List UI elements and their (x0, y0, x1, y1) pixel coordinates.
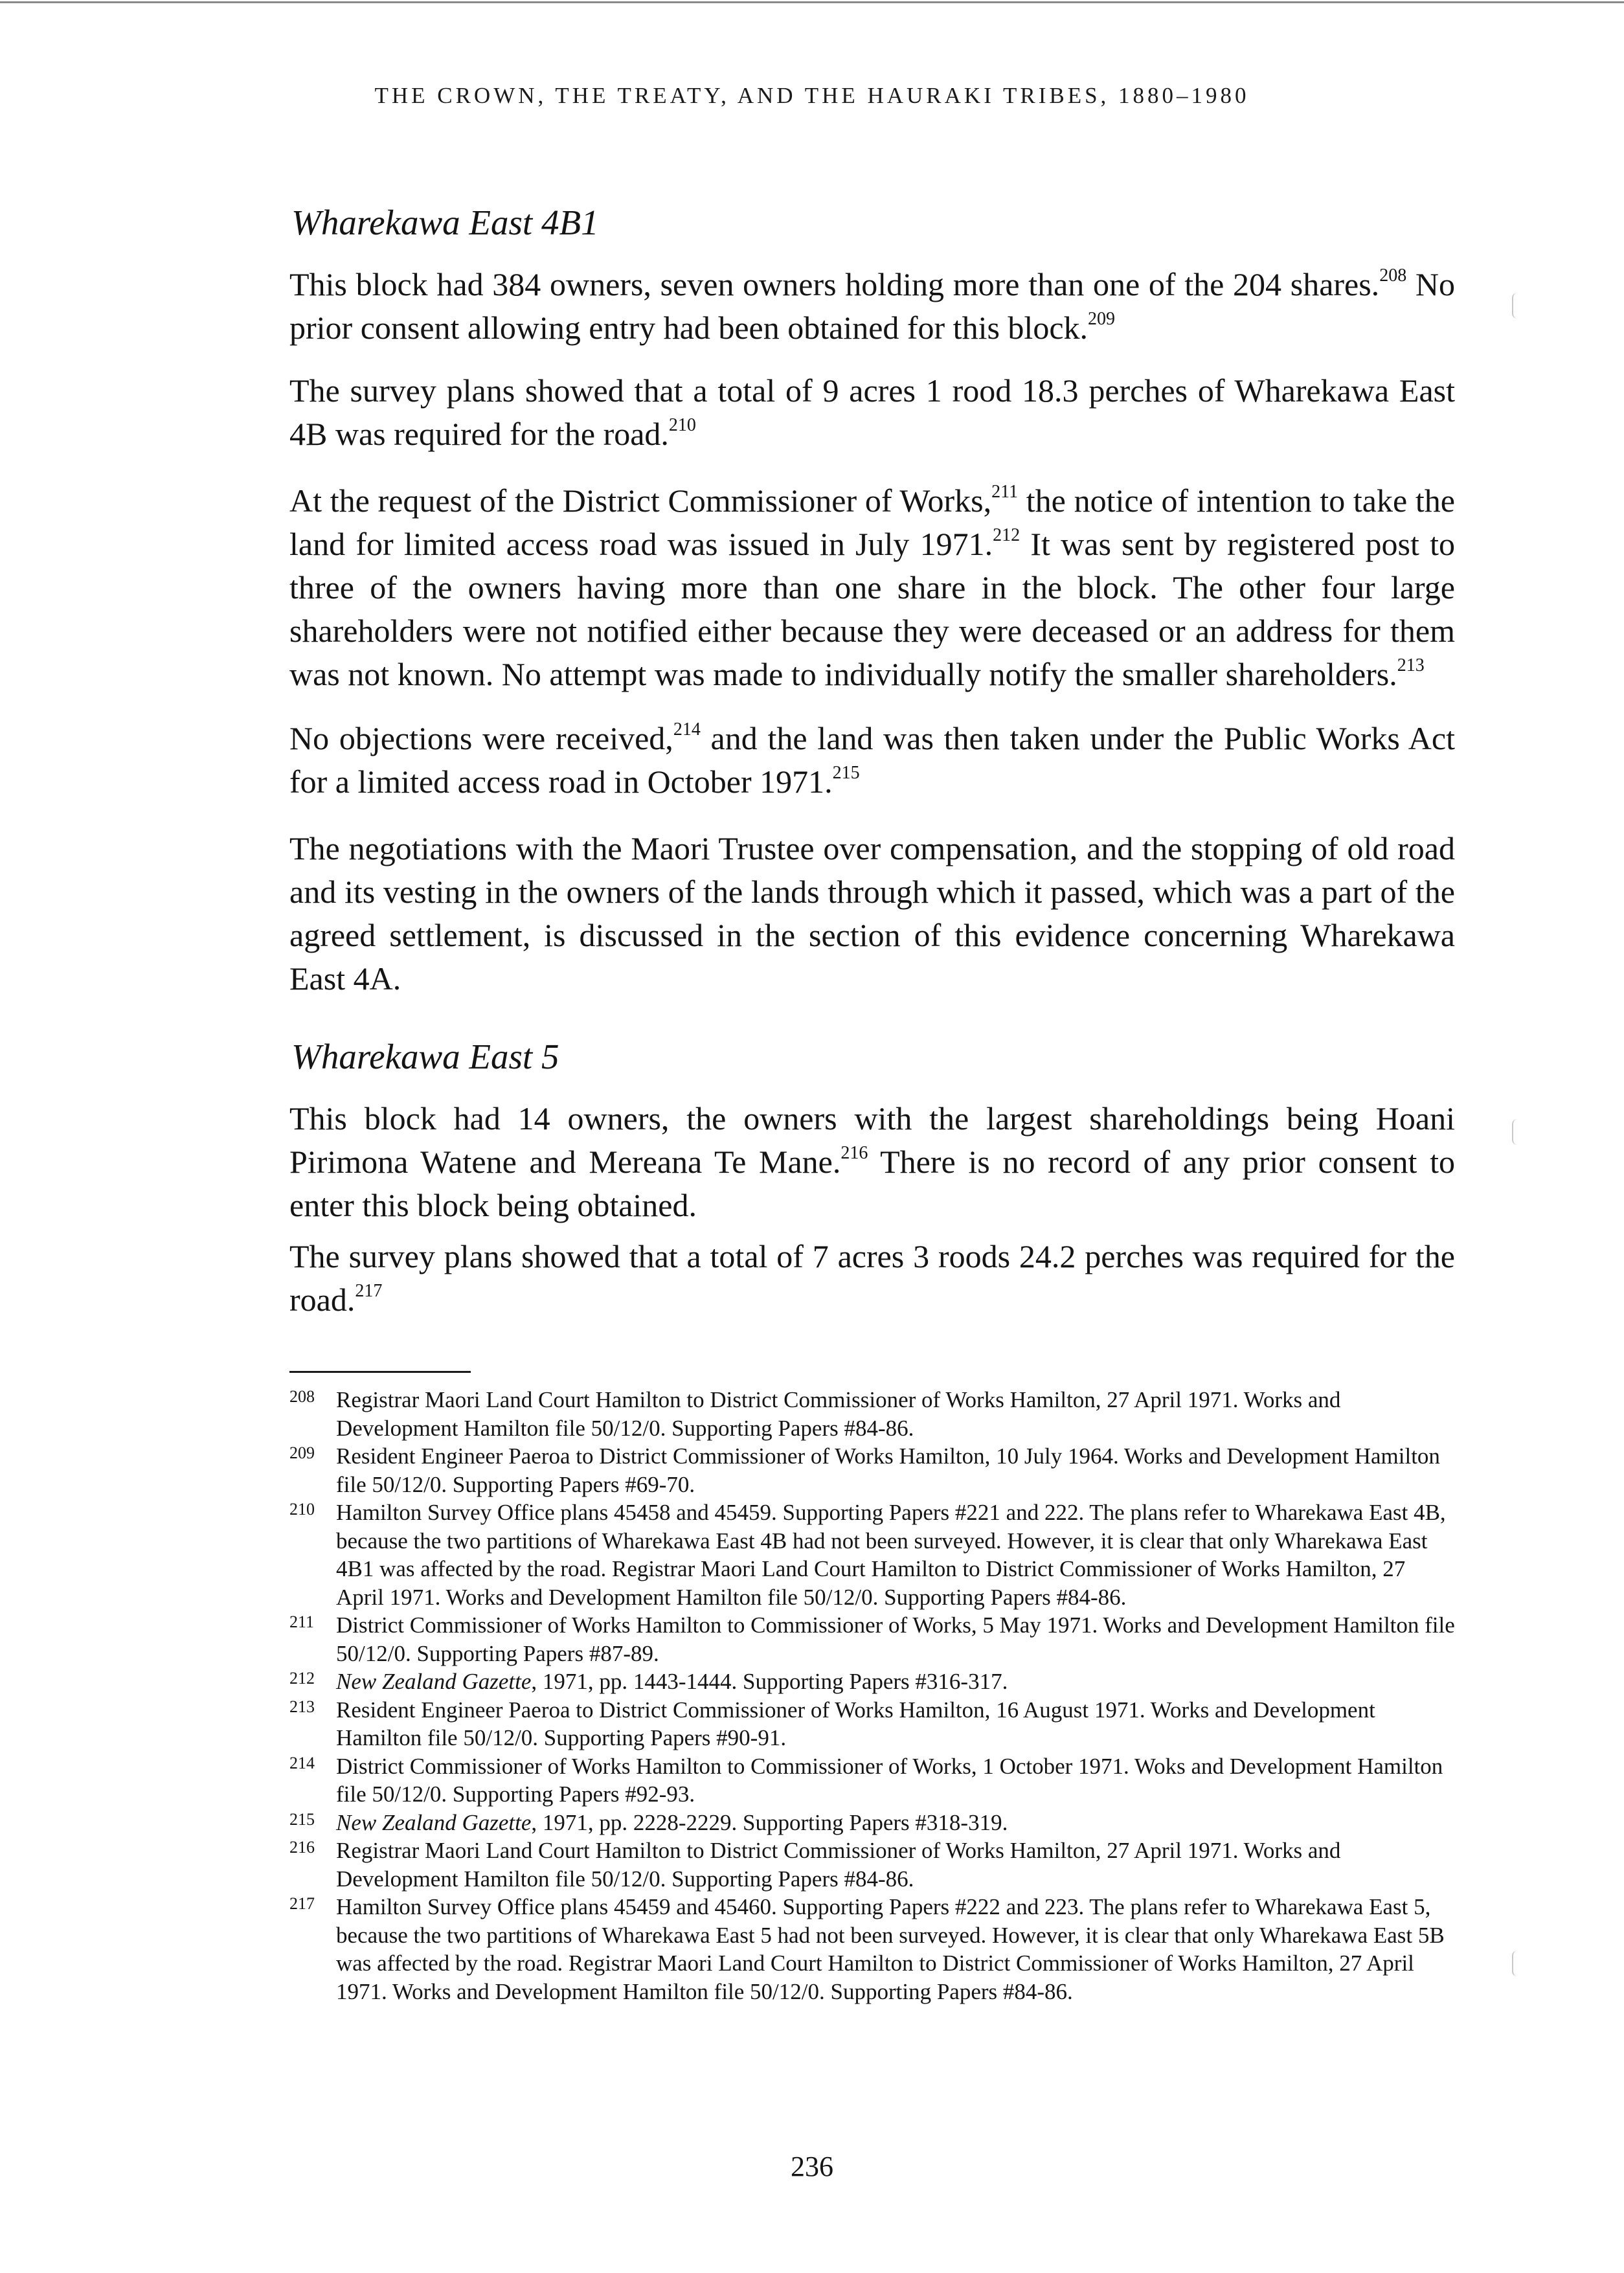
footnote-item (289, 1809, 1455, 1837)
footnote-text: District Commissioner of Works Hamilton to Commissioner of Works, 1 October 1971. Woks and Development Hamilton file 50/12/0. Supporting Papers #92-93. (336, 1753, 1443, 1807)
text-run: The survey plans showed that a total of 9 acres 1 rood 18.3 perches of Wharekawa East 4B was required for the road. (289, 372, 1455, 452)
footnote-number: 212 (289, 1669, 315, 1688)
footnote-ref: 209 (1088, 309, 1116, 329)
footnote-item (289, 1837, 1455, 1893)
text-run: This block had 384 owners, seven owners holding more than one of the 204 shares. (289, 266, 1380, 302)
footnote-item (289, 1752, 1455, 1809)
footnote-separator (289, 1371, 471, 1373)
footnote-text: Hamilton Survey Office plans 45458 and 45459. Supporting Papers #221 and 222. The plans refer to Wharekawa East 4B, because the two partitions of Wharekawa East 4B had not been surveyed. However, it is clear that only Wharekawa East 4B1 was affected by the road. Registrar Maori Land Court Hamilton to District Commissioner of Works Hamilton, 27 April 1971. Works and Development Hamilton file 50/12/0. Supporting Papers #84-86. (336, 1500, 1446, 1610)
paragraph-5-survey (289, 1235, 1455, 1322)
text-run: , 1971, pp. 1443-1444. Supporting Papers #316-317. (531, 1669, 1008, 1694)
text-run: the notice of intention to take the land for limited access road was issued in July 1971. (289, 482, 1455, 562)
section-heading-4b1: Wharekawa East 4B1 (291, 203, 599, 242)
footnote-text (336, 1668, 1455, 1696)
footnote-item (289, 1696, 1455, 1752)
text-run: This block had 14 owners, the owners with the largest shareholdings being Hoani Pirimona Watene and Mereana Te Mane. (289, 1100, 1455, 1180)
paragraph-4b1-notice (289, 479, 1455, 696)
footnotes (289, 1386, 1455, 2006)
running-head: THE CROWN, THE TREATY, AND THE HAURAKI TRIBES, 1880–1980 (374, 83, 1250, 108)
page-number: 236 (791, 2151, 833, 2182)
scan-margin-mark (1512, 293, 1517, 319)
footnote-number: 208 (289, 1387, 315, 1406)
footnote-italic-title: New Zealand Gazette (336, 1669, 532, 1694)
text-run: The survey plans showed that a total of 7 acres 3 roods 24.2 perches was required for the road. (289, 1238, 1455, 1318)
footnote-ref: 216 (840, 1143, 868, 1163)
footnote-ref: 217 (355, 1281, 383, 1301)
footnote-ref: 212 (993, 525, 1021, 545)
text-run: The negotiations with the Maori Trustee over compensation, and the stopping of old road and its vesting in the owners of the lands through which it passed, which was a part of the agreed settlement, is discussed in the section of this evidence concerning Wharekawa East 4A. (289, 830, 1455, 997)
footnote-item (289, 1442, 1455, 1498)
footnote-ref: 214 (673, 719, 701, 740)
text-run: It was sent by registered post to three of the owners having more than one share in the block. The other four large shareholders were not notified either because they were deceased or an address for them was not known. No attempt was made to individually notify the smaller shareholders. (289, 526, 1455, 692)
footnote-text: Resident Engineer Paeroa to District Commissioner of Works Hamilton, 16 August 1971. Works and Development Hamilton file 50/12/0. Supporting Papers #90-91. (336, 1697, 1375, 1750)
footnote-number: 217 (289, 1894, 315, 1913)
footnote-ref: 213 (1397, 655, 1425, 675)
footnote-item (289, 1668, 1455, 1696)
footnote-number: 211 (289, 1612, 315, 1631)
footnote-item (289, 1893, 1455, 2006)
footnote-ref: 210 (668, 415, 696, 435)
footnote-ref: 215 (832, 763, 860, 783)
footnote-number: 213 (289, 1697, 315, 1716)
paragraph-4b1-negotiations (289, 827, 1455, 1001)
footnote-text: Hamilton Survey Office plans 45459 and 45460. Supporting Papers #222 and 223. The plans refer to Wharekawa East 5, because the two partitions of Wharekawa East 5 had not been surveyed. However, it is clear that only Wharekawa East 5B was affected by the road. Registrar Maori Land Court Hamilton to District Commissioner of Works Hamilton, 27 April 1971. Works and Development Hamilton file 50/12/0. Supporting Papers #84-86. (336, 1894, 1445, 2004)
footnote-ref: 211 (991, 482, 1019, 502)
footnote-item (289, 1386, 1455, 1442)
text-run: No prior consent allowing entry had been obtained for this block. (289, 266, 1456, 346)
text-run: There is no record of any prior consent to enter this block being obtained. (289, 1144, 1455, 1223)
footnote-item (289, 1611, 1455, 1668)
text-run: No objections were received, (289, 720, 673, 756)
footnote-text (336, 1809, 1455, 1837)
paragraph-5-owners (289, 1097, 1455, 1227)
footnote-text: Registrar Maori Land Court Hamilton to District Commissioner of Works Hamilton, 27 April 1971. Works and Development Hamilton file 50/12/0. Supporting Papers #84-86. (336, 1838, 1341, 1892)
footnote-text: Registrar Maori Land Court Hamilton to District Commissioner of Works Hamilton, 27 April 1971. Works and Development Hamilton file 50/12/0. Supporting Papers #84-86. (336, 1387, 1341, 1441)
text-run: , 1971, pp. 2228-2229. Supporting Papers #318-319. (531, 1809, 1008, 1835)
footnote-ref: 208 (1379, 266, 1407, 286)
scan-margin-mark (1512, 1951, 1517, 1976)
footnote-italic-title: New Zealand Gazette (336, 1809, 532, 1835)
top-edge-rule (0, 1, 1624, 3)
footnote-item (289, 1498, 1455, 1611)
text-run: At the request of the District Commissioner of Works, (289, 482, 992, 519)
footnote-number: 209 (289, 1443, 315, 1462)
footnote-number: 214 (289, 1753, 315, 1772)
footnote-text: District Commissioner of Works Hamilton to Commissioner of Works, 5 May 1971. Works and Development Hamilton file 50/12/0. Supporting Papers #87-89. (336, 1612, 1455, 1666)
scan-margin-mark (1512, 1119, 1517, 1145)
section-heading-5: Wharekawa East 5 (291, 1037, 559, 1076)
paragraph-4b1-survey (289, 369, 1455, 456)
footnote-number: 215 (289, 1809, 315, 1829)
footnote-text: Resident Engineer Paeroa to District Commissioner of Works Hamilton, 10 July 1964. Works and Development Hamilton file 50/12/0. Supporting Papers #69-70. (336, 1443, 1440, 1497)
paragraph-4b1-owners (289, 263, 1455, 350)
footnote-number: 210 (289, 1500, 315, 1519)
footnote-number: 216 (289, 1838, 315, 1857)
paragraph-4b1-objections (289, 717, 1455, 804)
text-run: and the land was then taken under the Public Works Act for a limited access road in October 1971. (289, 720, 1455, 800)
